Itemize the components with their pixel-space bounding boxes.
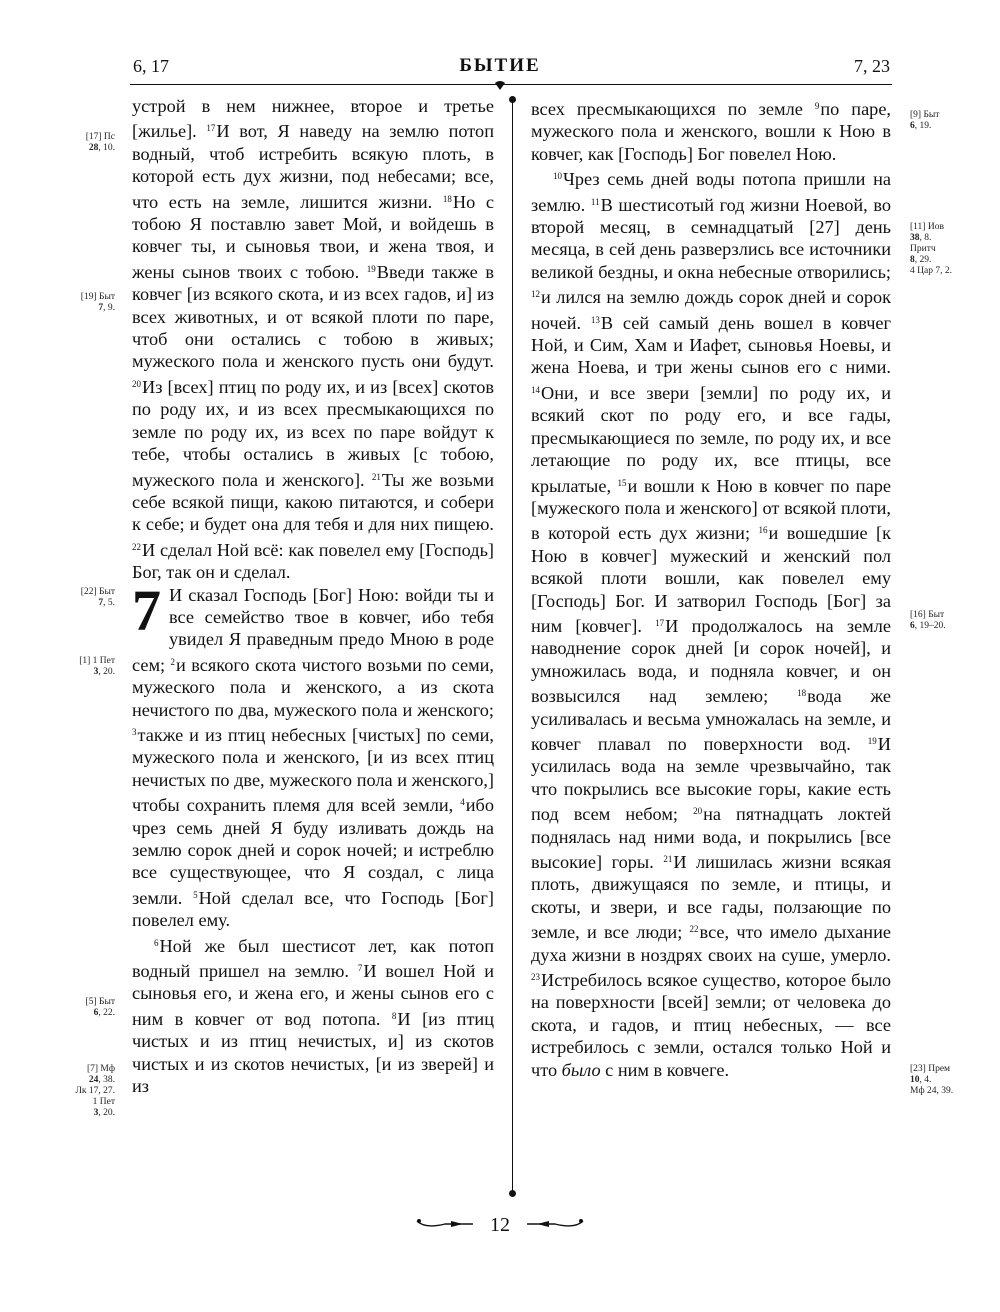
running-head-right-ref: 7, 23: [854, 56, 890, 76]
margin-note: [9] Быт 6, 19.: [910, 110, 940, 131]
verse-number: 12: [531, 289, 540, 300]
verse-number: 20: [693, 806, 703, 817]
running-head-left-ref: 6, 17: [133, 56, 169, 76]
page-number: 12: [490, 1214, 510, 1236]
right-text-column: [531, 95, 891, 1081]
column-divider: [512, 98, 513, 1196]
paragraph: устрой в нем нижнее, второе и третье [жилье]. $^{17}$И вот, Я наведу на землю потоп водный, чтоб истребить всякую плоть, в которой есть дух жизни, под небесами; все, что есть на земле, лишится жизни. $^{18}$Но с тобою Я поставлю завет Мой, и войдешь в ковчег ты, и сыновья твои, и жена твоя, и жены сынов твоих с тобою. $^{19}$Введи также в ковчег [из всякого скота, и из всех гадов, и] из всех животных, и от всякой плоти по паре, чтоб они остались с тобою в живых; мужеского пола и женского пусть они будут. $^{20}$Из [всех] птиц по роду их, и из [всех] скотов по роду их, и из всех пресмыкающихся по земле по роду их, из всех по паре войдут к тебе, чтобы остались в живых [с тобою, мужеского пола и женского]. $^{21}$Ты же возьми себе всякой пищи, какою питаются, и собери к себе; и будет она для тебя и для них пищею. $^{22}$И сделал Ной всё: как повелел ему [Господь] Бог, так он и сделал.: [132, 96, 494, 583]
verse-number: 10: [553, 171, 562, 182]
margin-note: [19] Быт 7, 9.: [80, 292, 115, 313]
divider-dot-bottom: [509, 1190, 516, 1197]
verse-number: 16: [758, 525, 768, 536]
verse-number: 4: [460, 797, 465, 808]
margin-note: [1] 1 Пет 3, 20.: [79, 656, 115, 677]
margin-note: [5] Быт 6, 22.: [85, 997, 115, 1018]
margin-note: [23] Прем 10, 4. Мф 24, 39.: [910, 1064, 954, 1096]
verse-number: 7: [357, 963, 363, 974]
margin-note: [11] Иов 38, 8. Притч 8, 29. 4 Цар 7, 2.: [910, 222, 952, 276]
verse-number: 13: [590, 314, 600, 325]
verse-number: 8: [391, 1010, 397, 1021]
margin-note: [17] Пс 28, 10.: [85, 132, 115, 153]
chapter-paragraph: 7 И сказал Господь [Бог] Ною: войди ты и все семейство твое в ковчег, ибо тебя увидел Я праведным предо Мною в роде сем; $^2$и всякого скота чистого возьми по семи, мужеского пола и женского, а из скота нечистого по два, мужеского пола и женского; $^3$также и из птиц небесных [чистых] по семи, мужеского пола и женского, [и из всех птиц нечистых по две, мужеского пола и женского,] чтобы сохранить племя для всей земли, $^4$ибо чрез семь дней Я буду изливать дождь на землю сорок дней и сорок ночей; и истреблю все существующее, что Я создал, с лица земли. $^5$Ной сделал все, что Господь [Бог] повелел ему.: [132, 577, 495, 931]
margin-note: [7] Мф 24, 38. Лк 17, 27. 1 Пет 3, 20.: [75, 1064, 115, 1118]
paragraph: $^6$Ной же был шестисот лет, как потоп водный пришел на землю. $^7$И вошел Ной и сыновья его, и жена его, и жены сынов его с ним в ковчег от вод потопа. $^8$И [из птиц чистых и из птиц нечистых, и] из скотов чистых и из скотов нечистых, [и из зверей] и из: [132, 935, 494, 1097]
book-title: БЫТИЕ: [459, 55, 541, 76]
verse-number: 17: [206, 123, 216, 134]
verse-number: 11: [590, 196, 600, 207]
paragraph: всех пресмыкающихся по земле $^9$по паре, мужеского пола и женского, вошли к Ною в ковчег, как [Господь] Бог повелел Ною.: [531, 99, 892, 164]
verse-number: 22: [132, 541, 141, 552]
verse-number: 18: [442, 193, 452, 204]
verse-number: 3: [132, 726, 137, 737]
verse-number: 15: [617, 477, 627, 488]
paragraph: $^{10}$Чрез семь дней воды потопа пришли на землю. $^{11}$В шестисотый год жизни Ноевой, во второй месяц, в семнадцатый [27] день месяца, в сей день разверзлись все источники великой бездны, и окна небесные отворились; $^{12}$и лился на землю дождь сорок дней и сорок ночей. $^{13}$В сей самый день вошел в ковчег Ной, и Сим, Хам и Иафет, сыновья Ноевы, и жена Ноева, и три жены сынов его с ними. $^{14}$Они, и все звери [земли] по роду их, и всякий скот по роду его, и все гады, пресмыкающиеся по земле, по роду их, и все летающие по роду их, все птицы, все крылатые, $^{15}$и вошли к Ною в ковчег по паре [мужеского пола и женского] от всякой плоти, в которой есть дух жизни; $^{16}$и вошедшие [к Ною в ковчег] мужеский и женский пол всякой плоти вошли, как повелел ему [Господь] Бог. И затворил Господь [Бог] за ним [ковчег]. $^{17}$И продолжалось на земле наводнение сорок дней [и сорок ночей], и умножилась вода, и подняла ковчег, и он возвысился над землею; $^{18}$вода же усиливалась и весьма умножалась на земле, и ковчег плавал по поверхности вод. $^{19}$И усилилась вода на земле чрезвычайно, так что покрылись все высокие горы, какие есть под всем небом; $^{20}$на пятнадцать локтей поднялась над ними вода, и покрылись [все высокие] горы. $^{21}$И лишилась жизни всякая плоть, движущаяся по земле, и птицы, и скоты, и звери, и все гады, ползающие по земле, и все люди; $^{22}$все, что имело дыхание духа жизни в ноздрях своих на суше, умерло. $^{23}$Истребилось всякое существо, которое было на поверхности [всей] земли; от человека до скота, и гадов, и птиц небесных, — все истребилось с земли, остался только Ной и что было с ним в ковчеге.: [531, 169, 891, 1080]
verse-number: 2: [170, 656, 176, 667]
verse-number: 18: [797, 688, 807, 699]
verse-number: 6: [154, 937, 159, 948]
verse-number: 14: [531, 384, 540, 395]
margin-note: [22] Быт 7, 5.: [80, 587, 115, 608]
footer-ornament-right-icon: [525, 1217, 585, 1231]
header-ornament-icon: [485, 79, 515, 91]
verse-number: 5: [193, 889, 198, 900]
verse-number: 17: [655, 617, 665, 628]
verse-number: 19: [366, 263, 376, 274]
verse-number: 22: [689, 924, 699, 935]
verse-number: 23: [531, 972, 540, 983]
verse-number: 21: [371, 471, 381, 482]
verse-number: 9: [814, 101, 820, 111]
verse-number: 20: [132, 378, 141, 389]
left-text-column: [132, 95, 494, 1097]
chapter-number: 7: [132, 577, 161, 643]
divider-dot-top: [509, 96, 516, 103]
verse-number: 21: [663, 854, 673, 864]
margin-note: [16] Быт 6, 19–20.: [910, 610, 946, 631]
verse-number: 19: [867, 735, 877, 746]
